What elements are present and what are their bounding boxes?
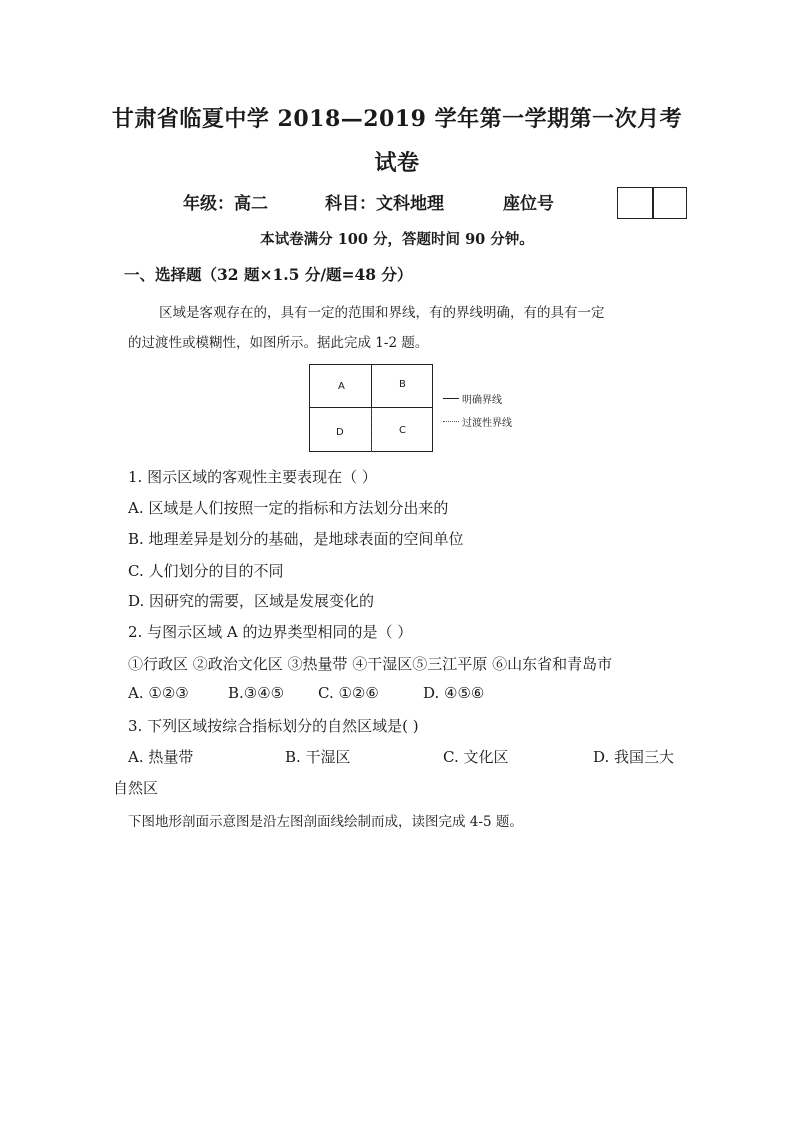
q3-option-d-continued: 自然区 — [113, 779, 159, 797]
exam-title-line1: 甘肃省临夏中学 2018—2019 学年第一学期第一次月考 — [111, 106, 683, 132]
seat-number-box — [617, 187, 687, 219]
region-b-label: B — [399, 379, 406, 390]
q3-stem: 3. 下列区域按综合指标划分的自然区域是( ) — [128, 717, 419, 735]
q2-option-b: B.③④⑤ — [228, 684, 285, 702]
q3-option-c: C. 文化区 — [443, 748, 509, 766]
legend-dotted-label: 过渡性界线 — [462, 418, 512, 429]
seat-number-label: 座位号 — [503, 194, 554, 214]
intro-line-2: 的过渡性或模糊性，如图所示。据此完成 1-2 题。 — [128, 335, 429, 351]
region-a-label: A — [338, 381, 345, 392]
legend-solid-label: 明确界线 — [462, 395, 502, 406]
region-d-label: D — [336, 427, 344, 438]
q2-stem: 2. 与图示区域 A 的边界类型相同的是（ ） — [128, 623, 413, 641]
section-heading: 一、选择题（32 题×1.5 分/题=48 分） — [124, 265, 413, 284]
q3-option-a: A. 热量带 — [128, 748, 194, 766]
q3-option-b: B. 干湿区 — [285, 748, 351, 766]
exam-note: 本试卷满分 100 分，答题时间 90 分钟。 — [260, 231, 534, 248]
q2-option-a: A. ①②③ — [128, 684, 189, 702]
q1-option-b: B. 地理差异是划分的基础，是地球表面的空间单位 — [128, 530, 464, 548]
q1-option-d: D. 因研究的需要，区域是发展变化的 — [128, 592, 375, 610]
q2-option-d: D. ④⑤⑥ — [423, 684, 485, 702]
intro-line-1: 区域是客观存在的，具有一定的范围和界线，有的界线明确，有的具有一定 — [159, 305, 605, 321]
q1-option-a: A. 区域是人们按照一定的指标和方法划分出来的 — [128, 499, 449, 517]
exam-title-line2: 试卷 — [374, 150, 420, 176]
region-c-label: C — [399, 425, 406, 436]
q3-option-d: D. 我国三大 — [593, 748, 675, 766]
q2-option-c: C. ①②⑥ — [318, 684, 379, 702]
q2-items: ①行政区 ②政治文化区 ③热量带 ④干湿区⑤三江平原 ⑥山东省和青岛市 — [128, 655, 613, 673]
grade-label: 年级：高二 — [183, 194, 268, 214]
q1-stem: 1. 图示区域的客观性主要表现在（ ） — [128, 468, 377, 486]
subject-label: 科目：文科地理 — [325, 194, 444, 214]
dotted-line-legend-icon — [443, 421, 459, 422]
q45-intro: 下图地形剖面示意图是沿左图剖面线绘制而成，读图完成 4-5 题。 — [128, 814, 523, 830]
region-boundary-diagram — [309, 364, 433, 452]
solid-line-legend-icon — [443, 398, 459, 399]
q1-option-c: C. 人们划分的目的不同 — [128, 562, 284, 580]
